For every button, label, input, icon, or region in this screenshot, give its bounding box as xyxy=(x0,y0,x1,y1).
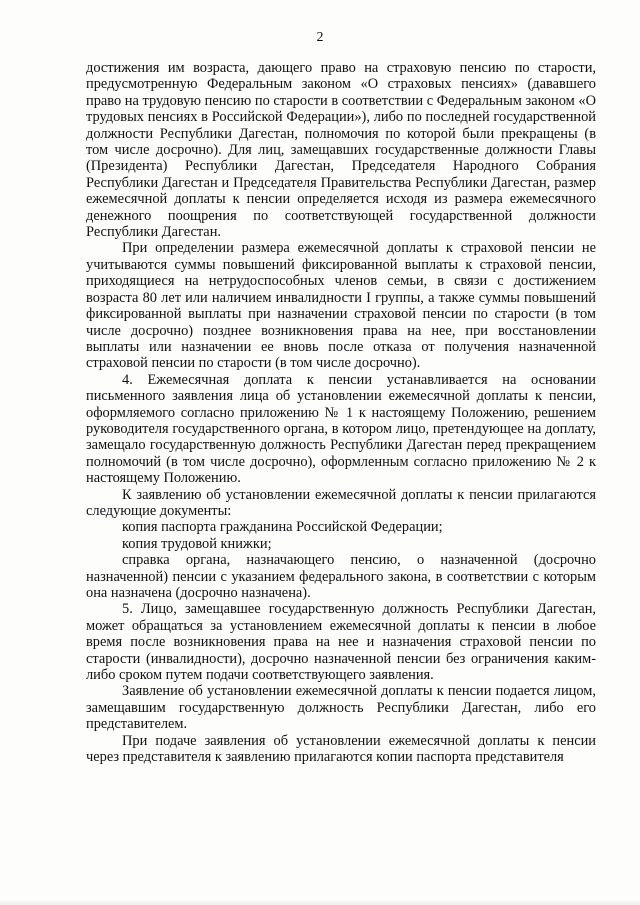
scan-edge xyxy=(0,899,640,905)
paragraph-continuation: достижения им возраста, дающего право на страховую пенсию по старости, предусмотренную Федеральным законом «О страховых пенсиях» (дававшего право на трудовую пенсию по старости в соответствии с Федеральным законом «О трудовых пенсиях в Российской Федерации»), либо по последней государственной должности Республики Дагестан, полномочия по которой были прекращены (в том числе досрочно). Для лиц, замещавших государственные должности Главы (Президента) Республики Дагестан, Председателя Народного Собрания Республики Дагестан и Председателя Правительства Республики Дагестан, размер ежемесячной доплаты к пенсии определяется исходя из размера ежемесячного денежного поощрения по соответствующей государственной должности Республики Дагестан. xyxy=(86,60,596,241)
paragraph-pension-calculation: При определении размера ежемесячной доплаты к страховой пенсии не учитываются суммы повышений фиксированной выплаты к страховой пенсии, приходящиеся на нетрудоспособных членов семьи, в связи с достижением возраста 80 лет или наличием инвалидности I группы, а также суммы повышений фиксированной выплаты при назначении страховой пенсии по старости (в том числе досрочно) позднее возникновения права на нее, при восстановлении выплаты или назначении ее вновь после отказа от получения назначенной страховой пенсии по старости (в том числе досрочно). xyxy=(86,240,596,372)
paragraph-application-submission: Заявление об установлении ежемесячной доплаты к пенсии подается лицом, замещавшим государственную должность Республики Дагестан, либо его представителем. xyxy=(86,683,596,733)
paragraph-documents-intro: К заявлению об установлении ежемесячной доплаты к пенсии прилагаются следующие документы: xyxy=(86,486,596,519)
list-item-passport-copy: копия паспорта гражданина Российской Федерации; xyxy=(122,519,443,536)
page-number: 2 xyxy=(316,30,324,45)
paragraph-clause-5: 5. Лицо, замещавшее государственную должность Республики Дагестан, может обращаться за установлением ежемесячной доплаты к пенсии в любое время после возникновения права на нее и назначения страховой пенсии по старости (инвалидности), досрочно назначенной пенсии без ограничения каким-либо сроком путем подачи соответствующего заявления. xyxy=(86,601,596,684)
paragraph-representative: При подаче заявления об установлении ежемесячной доплаты к пенсии через представителя к заявлению прилагаются копии паспорта представителя xyxy=(86,732,596,766)
paragraph-clause-4: 4. Ежемесячная доплата к пенсии устанавливается на основании письменного заявления лица об установлении ежемесячной доплаты к пенсии, оформляемого согласно приложению № 1 к настоящему Положению, решением руководителя государственного органа, в котором лицо, претендующее на доплату, замещало государственную должность Республики Дагестан перед прекращением полномочий (в том числе досрочно), оформленным согласно приложению № 2 к настоящему Положению. xyxy=(86,371,596,487)
list-item-pension-certificate: справка органа, назначающего пенсию, о назначенной (досрочно назначенной) пенсии с указанием федерального закона, в соответствии с которым она назначена (досрочно назначена). xyxy=(86,552,596,601)
document-body xyxy=(86,60,596,765)
list-item-work-book-copy: копия трудовой книжки; xyxy=(122,535,272,552)
